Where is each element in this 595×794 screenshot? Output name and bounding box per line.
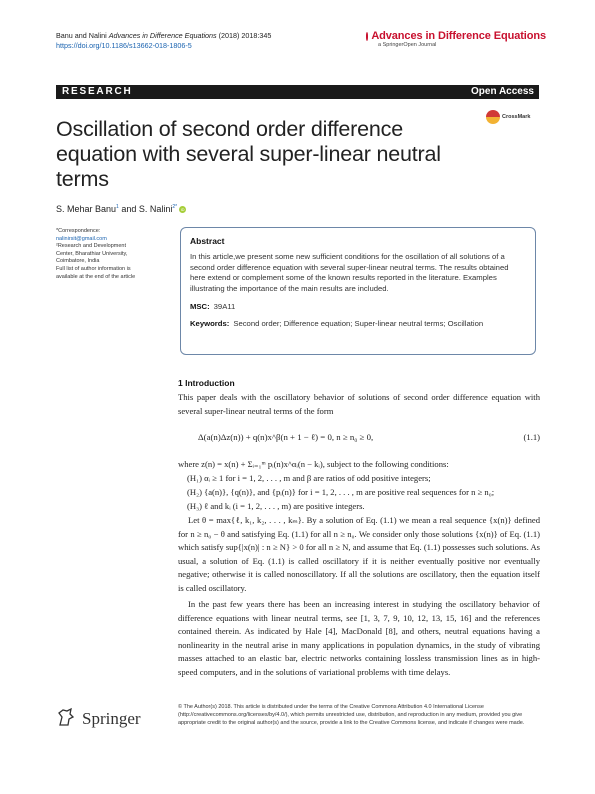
author-separator: and xyxy=(118,204,139,214)
brand-row xyxy=(366,30,546,42)
keywords-row xyxy=(190,319,526,328)
journal-brand[interactable] xyxy=(366,30,546,48)
citation-line xyxy=(56,31,306,41)
condition-h1: (H₁) αᵢ ≥ 1 for i = 1, 2, . . . , m and β are ratios of odd positive integers; xyxy=(187,473,431,483)
author-info-note: available at the end of the article xyxy=(56,273,136,280)
correspondence-email[interactable]: nalinirsit@gmail.com xyxy=(56,235,107,242)
publisher-name: Springer xyxy=(82,709,141,728)
affiliation-line: ²Research and Development xyxy=(56,243,127,250)
abstract-text: In this article,we present some new sufficient conditions for the oscillation of all solutions of a second order difference equation with several super-linear neutral terms. The results obtained here extend or complement some of the known results reported in the literature. Examples illustrating the importance of the main results are included. xyxy=(190,252,509,293)
crossmark-icon xyxy=(486,110,500,124)
springer-logo[interactable] xyxy=(56,707,156,731)
crossmark-label: CrossMark xyxy=(502,114,531,120)
body-paragraph: In the past few years there has been an increasing interest in studying the oscillatory behavior of difference equations with linear neutral terms, see [1, 3, 7, 9, 10, 12, 13, 15, 16] and the references contained therein. As indicated by Hale [4], MacDonald [8], and others, neutral equations having a nonlinearity in the neutral arise in many applications in population dynamics, in the study of vibrating masses attached to an elastic bar, electric networks containing lossless transmission lines as in high-speed computers, and in the solutions of variational problems with time delays. xyxy=(178,599,540,677)
crossmark-badge[interactable] xyxy=(486,108,541,128)
author-2: S. Nalini xyxy=(138,204,173,214)
msc-label: MSC: xyxy=(190,302,210,312)
open-access-label: Open Access xyxy=(471,86,534,97)
msc-row xyxy=(190,302,526,311)
section-heading: 1 Introduction xyxy=(178,378,235,388)
affiliation-line: Coimbatore, India xyxy=(56,258,100,265)
header-year-volume: (2018) 2018:345 xyxy=(218,31,272,40)
author-1-affiliation[interactable]: 1 xyxy=(116,204,119,210)
author-1: S. Mehar Banu xyxy=(56,204,117,214)
body-paragraph: This paper deals with the oscillatory behavior of solutions of second order difference equation with several super-linear neutral terms of the form xyxy=(178,392,540,416)
affiliation-column xyxy=(56,228,166,281)
abstract-heading: Abstract xyxy=(190,236,225,246)
condition-h2: (H₂) {a(n)}, {q(n)}, and {pᵢ(n)} for i = 1, 2, . . . , m are positive real sequences for n ≥ n₀; xyxy=(187,487,495,497)
running-header xyxy=(56,31,306,51)
journal-brand-name: Advances in Difference Equations xyxy=(371,30,546,42)
condition-h3: (H₃) ℓ and kᵢ (i = 1, 2, . . . , m) are positive integers. xyxy=(187,501,365,511)
msc-value: 39A11 xyxy=(213,302,236,312)
abstract-box xyxy=(180,227,536,355)
author-2-affiliation[interactable]: 2* xyxy=(172,204,178,210)
affiliation-line: Center, Bharathiar University, xyxy=(56,250,128,257)
correspondence-label: *Correspondence: xyxy=(56,228,101,234)
license-notice: © The Author(s) 2018. This article is distributed under the terms of the Creative Commons Attribution 4.0 International License (http://creativecommons.org/licenses/by/4.0/), which permits unrestricted use, distribution, and reproduction in any medium, provided you give appropriate credit to the original author(s) and the source, provide a link to the Creative Commons license, and indicate if changes were made. xyxy=(178,704,525,727)
keywords-label: Keywords: xyxy=(190,319,230,329)
header-authors: Banu and Nalini xyxy=(56,31,107,40)
header-journal: Advances in Difference Equations xyxy=(108,31,217,40)
keywords-value: Second order; Difference equation; Super-linear neutral terms; Oscillation xyxy=(233,319,484,329)
display-equation xyxy=(198,432,540,442)
equation-number: (1.1) xyxy=(523,432,540,442)
where-clause: where z(n) = x(n) + Σᵢ₌₁ᵐ pᵢ(n)x^αᵢ(n − kᵢ), subject to the following conditions: xyxy=(178,459,449,469)
springer-horse-icon xyxy=(56,707,76,727)
article-title: Oscillation of second order difference equation with several super-linear neutral terms xyxy=(56,117,441,191)
equation-body: Δ(a(n)Δz(n)) + q(n)x^β(n + 1 − ℓ) = 0, n ≥ n₀ ≥ 0, xyxy=(198,432,374,442)
orcid-icon[interactable]: iD xyxy=(180,207,185,213)
body-paragraph: Let θ = max{ℓ, k₁, k₂, . . . , kₘ}. By a solution of Eq. (1.1) we mean a real sequence {x(n)} defined for n ≥ n₀ − θ and satisfying Eq. (1.1) for all n ≥ n₀. We consider only those solutions {x(n)} of Eq. (1.1) which satisfy sup{|x(n)| : n ≥ N} > 0 for all n ≥ N, and assume that Eq. (1.1) possesses such solutions. As usual, a solution of Eq. (1.1) is called oscillatory if it is neither eventually positive nor eventually negative; otherwise it is called nonoscillatory. If all the solutions are oscillatory, then the equation itself is called oscillatory. xyxy=(178,515,540,593)
author-info-note: Full list of author information is xyxy=(56,265,131,272)
journal-brand-subtitle: a SpringerOpen Journal xyxy=(378,42,437,48)
author-list xyxy=(56,204,186,214)
article-type-label: RESEARCH xyxy=(62,86,133,97)
doi-link[interactable]: https://doi.org/10.1186/s13662-018-1806-5 xyxy=(56,41,192,50)
journal-logo-icon xyxy=(366,32,368,41)
